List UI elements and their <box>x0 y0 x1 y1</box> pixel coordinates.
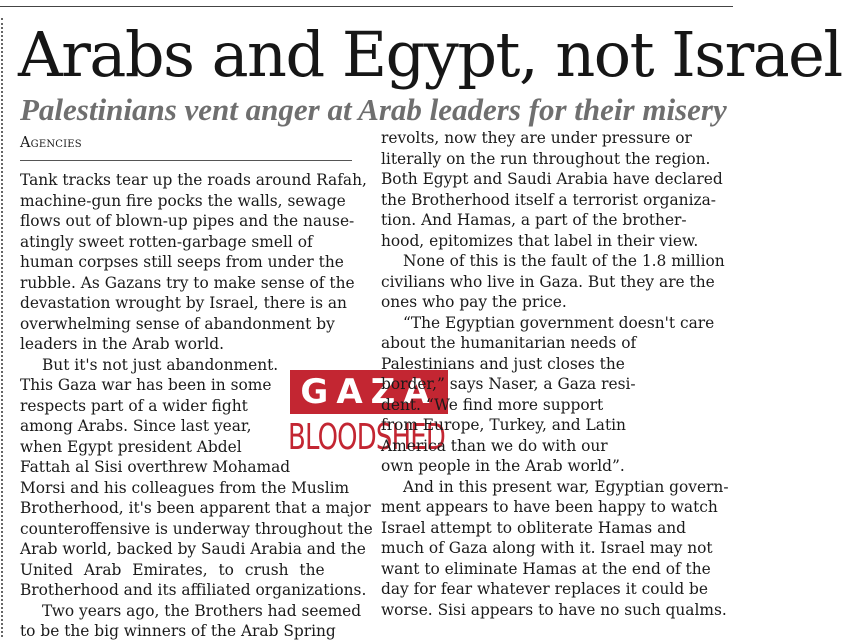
text-line: This Gaza war has been in some <box>20 376 272 394</box>
text-line: human corpses still seeps from under the <box>20 253 344 271</box>
paragraph-r1 <box>381 128 723 251</box>
paragraph-2-wide <box>20 478 373 601</box>
badge-gaza-label: GAZA <box>290 370 448 414</box>
text-line: want to eliminate Hamas at the end of the <box>381 559 711 578</box>
text-line: ment appears to have been happy to watch <box>381 498 718 516</box>
paragraph-2-narrow <box>20 355 291 478</box>
text-line: Israel attempt to obliterate Hamas and <box>381 518 687 537</box>
text-line: Brotherhood and its affiliated organizations. <box>20 581 367 599</box>
text-line: among Arabs. Since last year, <box>20 417 252 435</box>
text-line: Brotherhood, it's been apparent that a major <box>20 499 371 517</box>
text-line: about the humanitarian needs of <box>381 334 637 352</box>
text-line: leaders in the Arab world. <box>20 335 224 353</box>
subheadline: Palestinians vent anger at Arab leaders for their misery <box>20 92 727 127</box>
text-line: Both Egypt and Saudi Arabia have declared <box>381 170 723 188</box>
text-line: own people in the Arab world”. <box>381 457 625 475</box>
byline-rule <box>20 160 352 161</box>
headline: Arabs and Egypt, not Israel <box>18 18 842 91</box>
badge-bloodshed-label: BLOODSHED <box>288 417 445 458</box>
paragraph-r3 <box>381 313 719 334</box>
right-column <box>381 128 729 620</box>
text-line: rubble. As Gazans try to make sense of the <box>20 273 355 292</box>
text-line: much of Gaza along with it. Israel may not <box>381 539 713 557</box>
text-line: United Arab Emirates, to crush the <box>20 560 325 579</box>
text-line: the Brotherhood itself a terrorist organiza- <box>381 190 716 209</box>
text-line: tion. And Hamas, a part of the brother- <box>381 211 687 229</box>
paragraph-r2 <box>381 251 725 313</box>
text-line: ones who pay the price. <box>381 293 567 311</box>
text-line: machine-gun fire pocks the walls, sewage <box>20 191 346 210</box>
text-line: literally on the run throughout the region. <box>381 149 711 168</box>
text-line: But it's not just abandonment. <box>42 355 279 374</box>
text-line: hood, epitomizes that label in their view. <box>381 231 699 250</box>
top-rule <box>0 6 733 7</box>
text-line: Tank tracks tear up the roads around Rafah, <box>20 171 367 189</box>
text-line: dent. “We find more support <box>381 395 604 414</box>
text-line: America than we do with our <box>381 436 608 455</box>
text-line: day for fear whatever replaces it could be <box>381 580 709 598</box>
paragraph-r4 <box>381 477 729 621</box>
text-line: civilians who live in Gaza. But they are the <box>381 272 715 291</box>
text-line: worse. Sisi appears to have no such qualms. <box>381 600 727 619</box>
text-line: None of this is the fault of the 1.8 million <box>403 252 725 270</box>
text-line: overwhelming sense of abandonment by <box>20 314 335 333</box>
text-line: Two years ago, the Brothers had seemed <box>42 601 362 620</box>
text-line: flows out of blown-up pipes and the nause- <box>20 212 355 230</box>
text-line: to be the big winners of the Arab Spring <box>20 622 336 640</box>
text-line: respects part of a wider fight <box>20 396 248 415</box>
text-line: counteroffensive is underway throughout the <box>20 519 373 538</box>
text-line: Morsi and his colleagues from the Muslim <box>20 478 350 497</box>
byline: Agencies <box>20 135 82 151</box>
text-line: devastation wrought by Israel, there is an <box>20 294 347 312</box>
paragraph-r3-narrow <box>381 333 719 477</box>
paragraph-3 <box>20 601 360 642</box>
text-line: revolts, now they are under pressure or <box>381 129 692 147</box>
text-line: atingly sweet rotten-garbage smell of <box>20 232 313 251</box>
text-line: from Europe, Turkey, and Latin <box>381 416 626 434</box>
text-line: Palestinians and just closes the <box>381 354 625 373</box>
text-line: Arab world, backed by Saudi Arabia and the <box>20 540 366 558</box>
text-line: Fattah al Sisi overthrew Mohamad <box>20 458 291 476</box>
paragraph-1 <box>20 170 367 355</box>
text-line: when Egypt president Abdel <box>20 437 242 456</box>
text-line: And in this present war, Egyptian govern- <box>403 477 729 496</box>
dotted-margin-rule <box>1 18 3 637</box>
text-line: border,” says Naser, a Gaza resi- <box>381 375 636 393</box>
text-line: “The Egyptian government doesn't care <box>403 313 715 332</box>
